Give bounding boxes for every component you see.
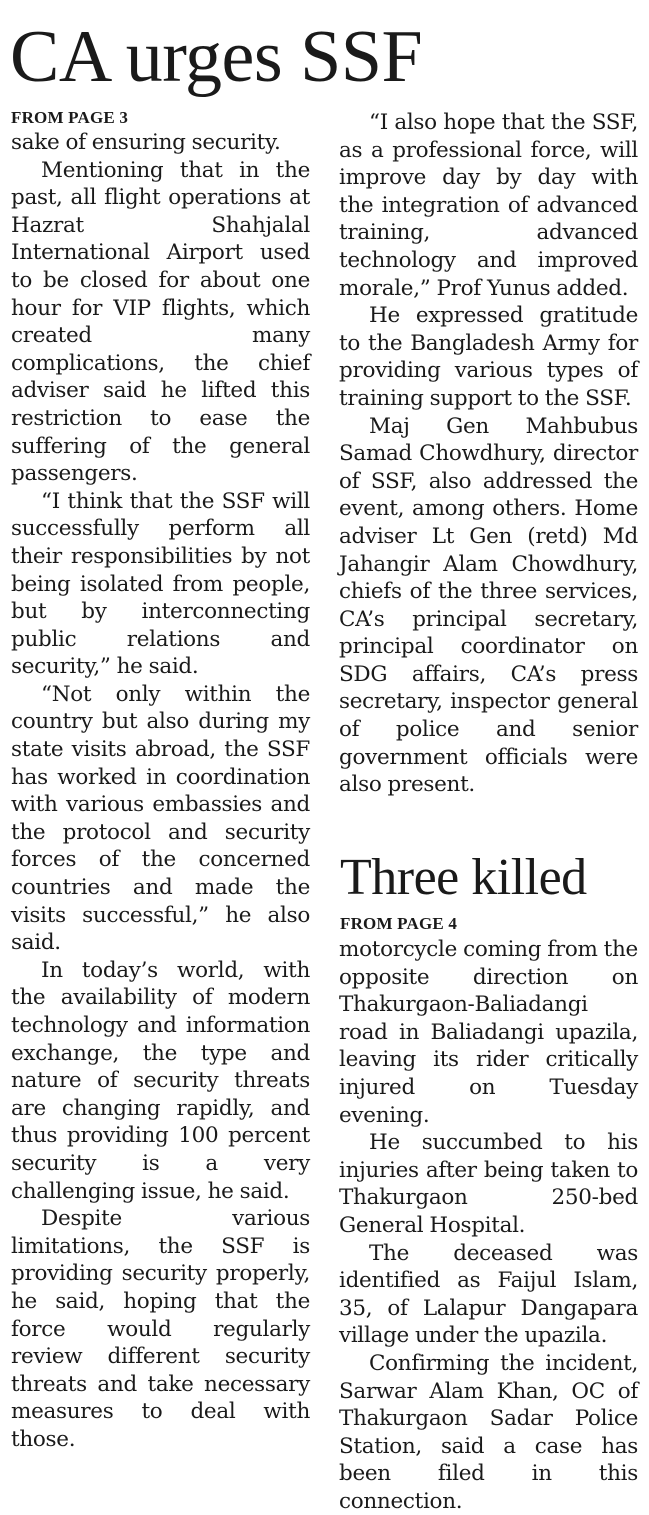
- story-paragraph: The deceased was identified as Faijul Islam, 35, of Lalapur Dangapara village under the upazila.: [339, 1240, 638, 1349]
- story-headline-secondary: Three killed: [340, 849, 587, 906]
- story-column-right-lower: [339, 936, 638, 1515]
- story-paragraph: Confirming the incident, Sarwar Alam Khan, OC of Thakurgaon Sadar Police Station, said a case has been filed in this connection.: [339, 1350, 638, 1514]
- continued-from-label: FROM PAGE 3: [11, 108, 129, 127]
- story-paragraph: He expressed gratitude to the Bangladesh Army for providing various types of training support to the SSF.: [339, 303, 638, 411]
- story-paragraph: “Not only within the country but also during my state visits abroad, the SSF has worked in coordination with various embassies and the protocol and security forces of the concerned countries and made the visits successful,” he also said.: [11, 681, 310, 956]
- story-headline: CA urges SSF: [10, 16, 423, 98]
- story-paragraph: sake of ensuring security.: [11, 130, 281, 155]
- story-paragraph: In today’s world, with the availability of modern technology and information exchange, the type and nature of security threats are changing rapidly, and thus providing 100 percent security is a very challenging issue, he said.: [11, 957, 310, 1204]
- story-paragraph: Maj Gen Mahbubus Samad Chowdhury, director of SSF, also addressed the event, among others. Home adviser Lt Gen (retd) Md Jahangir Alam Chowdhury, chiefs of the three services, CA’s principal secretary, principal coordinator on SDG affairs, CA’s press secretary, inspector general of police and senior government officials were also present.: [339, 413, 638, 798]
- story-paragraph: “I also hope that the SSF, as a professional force, will improve day by day with the integration of advanced training, advanced technology and improved morale,” Prof Yunus added.: [339, 110, 638, 301]
- continued-from-label: FROM PAGE 4: [340, 914, 458, 933]
- story-column-left: [11, 129, 310, 1454]
- story-paragraph: motorcycle coming from the opposite direction on Thakurgaon-Baliadangi road in Baliadangi upazila, leaving its rider critically injured on Tuesday evening.: [339, 937, 638, 1128]
- story-paragraph: Mentioning that in the past, all flight operations at Hazrat Shahjalal International Airport used to be closed for about one hour for VIP flights, which created many complications, the chief adviser said he lifted this restriction to ease the suffering of the general passengers.: [11, 157, 310, 487]
- story-paragraph: “I think that the SSF will successfully perform all their responsibilities by not being isolated from people, but by interconnecting public relations and security,” he said.: [11, 488, 310, 680]
- story-paragraph: He succumbed to his injuries after being taken to Thakurgaon 250-bed General Hospital.: [339, 1130, 638, 1238]
- story-column-right: [339, 109, 638, 799]
- story-paragraph: Despite various limitations, the SSF is providing security properly, he said, hoping that the force would regularly review different security threats and take necessary measures to deal with those.: [11, 1206, 310, 1452]
